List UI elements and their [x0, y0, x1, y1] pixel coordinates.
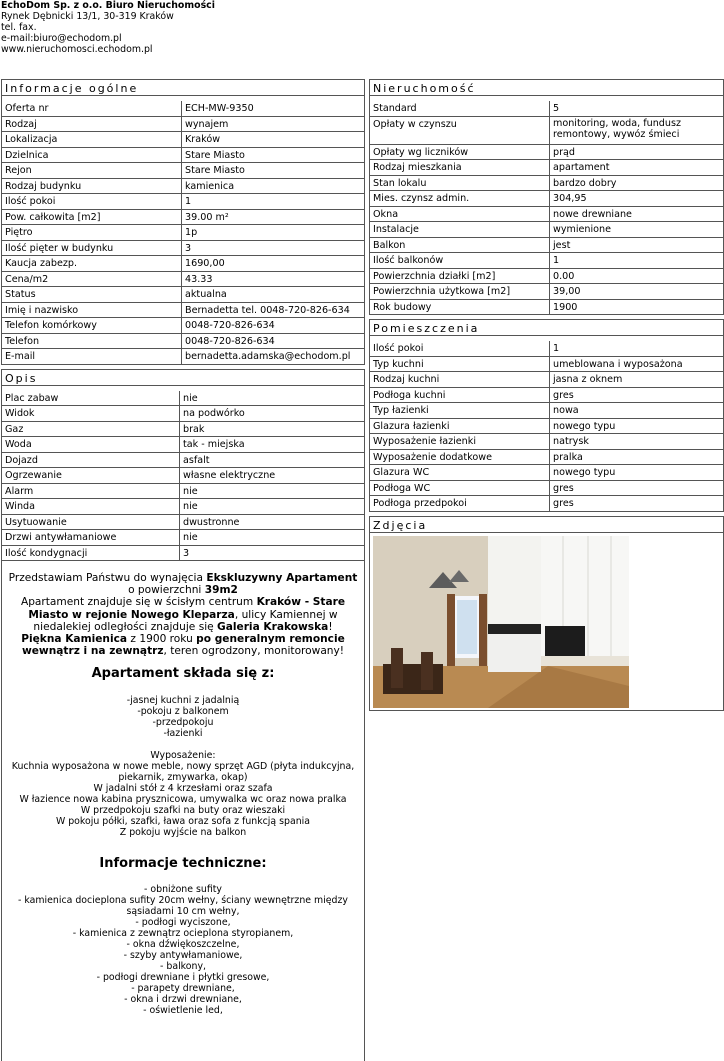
table-row	[2, 210, 364, 226]
row-value: Kraków	[182, 132, 364, 148]
table-row	[2, 468, 364, 484]
room-item: -łazienki	[163, 727, 203, 739]
table-row	[2, 453, 364, 469]
table-row	[2, 318, 364, 334]
equipment-item: Z pokoju wyjście na balkon	[119, 826, 247, 838]
row-value: 0.00	[550, 269, 723, 285]
equipment-title: Wyposażenie:	[150, 749, 216, 761]
row-label: Status	[2, 287, 182, 303]
row-value: pralka	[550, 450, 723, 466]
row-label: Powierzchnia działki [m2]	[370, 269, 550, 285]
row-value: prąd	[550, 145, 723, 161]
row-label: Winda	[2, 499, 180, 515]
row-label: Ilość kondygnacji	[2, 546, 180, 562]
row-label: Plac zabaw	[2, 391, 180, 407]
table-row	[370, 341, 723, 357]
row-value: nie	[180, 499, 364, 515]
table-row	[2, 530, 364, 546]
row-label: Dojazd	[2, 453, 180, 469]
row-label: Stan lokalu	[370, 176, 550, 192]
table-row	[370, 207, 723, 223]
row-value: 0048-720-826-634	[182, 334, 364, 350]
row-value: nowa	[550, 403, 723, 419]
room-item: -pokoju z balkonem	[137, 705, 229, 717]
table-row	[2, 391, 364, 407]
table-row	[2, 194, 364, 210]
agency-website: www.nieruchomosci.echodom.pl	[1, 44, 153, 55]
offer-description	[1, 561, 365, 1061]
table-row	[2, 256, 364, 272]
row-label: Typ łazienki	[370, 403, 550, 419]
table-row	[2, 303, 364, 319]
table-row	[370, 300, 723, 316]
row-label: Balkon	[370, 238, 550, 254]
row-label: Glazura łazienki	[370, 419, 550, 435]
row-value: ECH-MW-9350	[182, 101, 364, 117]
row-value: wynajem	[182, 117, 364, 133]
row-value: aktualna	[182, 287, 364, 303]
row-value: umeblowana i wyposażona	[550, 357, 723, 373]
table-row	[2, 179, 364, 195]
rooms-list	[6, 695, 360, 739]
row-value: monitoring, woda, fundusz remontowy, wywóz śmieci	[550, 117, 723, 145]
table-row	[2, 148, 364, 164]
table-row	[370, 434, 723, 450]
table-row	[370, 450, 723, 466]
table-row	[370, 238, 723, 254]
tech-item: - kamienica docieplona sufity 20cm wełny, ściany wewnętrzne między sąsiadami 10 cm wełny,	[18, 894, 348, 917]
left-column	[1, 79, 365, 1024]
table-row	[2, 241, 364, 257]
table-row	[2, 484, 364, 500]
agency-email: e-mail:biuro@echodom.pl	[1, 33, 122, 44]
table-row	[370, 269, 723, 285]
row-value: 1900	[550, 300, 723, 316]
tech-item: - podłogi wyciszone,	[135, 916, 231, 928]
row-label: Rodzaj mieszkania	[370, 160, 550, 176]
general-section-title: Informacje ogólne	[1, 79, 365, 96]
row-value: własne elektryczne	[180, 468, 364, 484]
table-row	[2, 406, 364, 422]
row-value: asfalt	[180, 453, 364, 469]
technical-list	[6, 884, 360, 1016]
row-label: Piętro	[2, 225, 182, 241]
row-value: 39,00	[550, 284, 723, 300]
table-row	[370, 253, 723, 269]
row-value: jasna z oknem	[550, 372, 723, 388]
table-row	[370, 284, 723, 300]
table-row	[2, 132, 364, 148]
row-value: gres	[550, 388, 723, 404]
row-value: natrysk	[550, 434, 723, 450]
agency-address: Rynek Dębnicki 13/1, 30-319 Kraków	[1, 11, 174, 22]
equipment-item: W jadalni stół z 4 krzesłami oraz szafa	[93, 782, 273, 794]
tech-item: - okna i drzwi drewniane,	[124, 993, 242, 1005]
table-row	[2, 437, 364, 453]
row-label: Ilość pokoi	[2, 194, 182, 210]
tech-item: - oświetlenie led,	[143, 1004, 223, 1016]
row-value: kamienica	[182, 179, 364, 195]
row-value: Stare Miasto	[182, 163, 364, 179]
row-value: nowe drewniane	[550, 207, 723, 223]
row-label: Rodzaj budynku	[2, 179, 182, 195]
table-row	[370, 117, 723, 145]
row-value: jest	[550, 238, 723, 254]
agency-phone: tel. fax.	[1, 22, 37, 33]
table-row	[2, 546, 364, 562]
table-row	[2, 422, 364, 438]
table-row	[370, 176, 723, 192]
row-label: Drzwi antywłamaniowe	[2, 530, 180, 546]
row-label: Alarm	[2, 484, 180, 500]
table-row	[2, 272, 364, 288]
row-label: Rodzaj kuchni	[370, 372, 550, 388]
row-value: tak - miejska	[180, 437, 364, 453]
row-label: Rejon	[2, 163, 182, 179]
row-label: Widok	[2, 406, 180, 422]
photo-gallery	[369, 533, 724, 711]
table-row	[2, 101, 364, 117]
opis-table	[1, 391, 365, 562]
row-label: Glazura WC	[370, 465, 550, 481]
row-value: Bernadetta tel. 0048-720-826-634	[182, 303, 364, 319]
row-label: Oferta nr	[2, 101, 182, 117]
equipment-item: W łazience nowa kabina prysznicowa, umywalka wc oraz nowa pralka	[19, 793, 347, 805]
row-value: 0048-720-826-634	[182, 318, 364, 334]
row-label: E-mail	[2, 349, 182, 365]
row-label: Powierzchnia użytkowa [m2]	[370, 284, 550, 300]
row-value: wymienione	[550, 222, 723, 238]
row-label: Standard	[370, 101, 550, 117]
apartment-heading: Apartament składa się z:	[91, 666, 275, 682]
table-row	[2, 163, 364, 179]
row-value: 3	[182, 241, 364, 257]
photos-section-title: Zdjęcia	[369, 516, 724, 533]
row-label: Okna	[370, 207, 550, 223]
row-label: Mies. czynsz admin.	[370, 191, 550, 207]
technical-heading: Informacje techniczne:	[99, 855, 267, 871]
row-value: 1	[550, 253, 723, 269]
row-value: 43.33	[182, 272, 364, 288]
tech-item: - balkony,	[160, 960, 206, 972]
table-row	[370, 101, 723, 117]
row-value: 304,95	[550, 191, 723, 207]
row-label: Gaz	[2, 422, 180, 438]
tech-item: - obniżone sufity	[144, 883, 222, 895]
row-label: Ilość pięter w budynku	[2, 241, 182, 257]
tech-item: - parapety drewniane,	[131, 982, 235, 994]
row-value: nowego typu	[550, 419, 723, 435]
row-label: Wyposażenie łazienki	[370, 434, 550, 450]
table-row	[370, 419, 723, 435]
table-row	[370, 496, 723, 512]
row-label: Kaucja zabezp.	[2, 256, 182, 272]
table-row	[2, 334, 364, 350]
equipment-list	[6, 750, 360, 838]
row-value: nie	[180, 484, 364, 500]
property-table	[369, 101, 724, 315]
agency-header	[1, 0, 215, 55]
row-value: 5	[550, 101, 723, 117]
table-row	[370, 372, 723, 388]
table-row	[2, 287, 364, 303]
table-row	[370, 145, 723, 161]
opis-section-title: Opis	[1, 369, 365, 386]
right-column	[369, 79, 724, 1024]
equipment-item: W przedpokoju szafki na buty oraz wieszaki	[80, 804, 286, 816]
table-row	[370, 160, 723, 176]
row-value: brak	[180, 422, 364, 438]
rooms-table	[369, 341, 724, 512]
table-row	[370, 191, 723, 207]
row-label: Ilość pokoi	[370, 341, 550, 357]
table-row	[370, 357, 723, 373]
row-label: Wyposażenie dodatkowe	[370, 450, 550, 466]
row-value: na podwórko	[180, 406, 364, 422]
row-value: nie	[180, 530, 364, 546]
table-row	[370, 388, 723, 404]
row-value: bardzo dobry	[550, 176, 723, 192]
table-row	[2, 499, 364, 515]
row-label: Opłaty wg liczników	[370, 145, 550, 161]
row-label: Opłaty w czynszu	[370, 117, 550, 145]
tech-item: - kamienica z zewnątrz ocieplona styropianem,	[72, 927, 294, 939]
tech-item: - okna dźwiękoszczelne,	[126, 938, 240, 950]
table-row	[2, 225, 364, 241]
row-value: bernadetta.adamska@echodom.pl	[182, 349, 364, 365]
intro-paragraph: Przedstawiam Państwu do wynajęcia Ekskluzywny Apartament o powierzchni 39m2 Apartament znajduje się w ścisłym centrum Kraków - Stare Miasto w rejonie Nowego Kleparza, ulicy Kamiennej w niedalekiej odległości znajduje się Galeria Krakowska! Piękna Kamienica z 1900 roku po generalnym remoncie wewnątrz i na zewnątrz, teren ogrodzony, monitorowany!	[8, 572, 358, 658]
row-value: 1	[182, 194, 364, 210]
tech-item: - szyby antywłamaniowe,	[123, 949, 243, 961]
row-label: Podłoga kuchni	[370, 388, 550, 404]
row-value: apartament	[550, 160, 723, 176]
row-value: 39.00 m²	[182, 210, 364, 226]
row-value: gres	[550, 496, 723, 512]
row-label: Podłoga WC	[370, 481, 550, 497]
row-value: dwustronne	[180, 515, 364, 531]
row-value: 1	[550, 341, 723, 357]
row-label: Instalacje	[370, 222, 550, 238]
row-label: Ilość balkonów	[370, 253, 550, 269]
row-label: Rodzaj	[2, 117, 182, 133]
equipment-item: Kuchnia wyposażona w nowe meble, nowy sprzęt AGD (płyta indukcyjna, piekarnik, zmywarka, okap)	[11, 760, 355, 783]
table-row	[2, 117, 364, 133]
row-label: Typ kuchni	[370, 357, 550, 373]
row-label: Imię i nazwisko	[2, 303, 182, 319]
table-row	[370, 465, 723, 481]
row-value: 3	[180, 546, 364, 562]
room-item: -jasnej kuchni z jadalnią	[126, 694, 240, 706]
room-item: -przedpokoju	[152, 716, 214, 728]
rooms-section-title: Pomieszczenia	[369, 319, 724, 336]
row-label: Cena/m2	[2, 272, 182, 288]
tech-item: - podłogi drewniane i płytki gresowe,	[96, 971, 270, 983]
row-value: nie	[180, 391, 364, 407]
apartment-photo[interactable]	[373, 536, 629, 708]
row-value: 1p	[182, 225, 364, 241]
row-label: Rok budowy	[370, 300, 550, 316]
row-value: nowego typu	[550, 465, 723, 481]
equipment-item: W pokoju półki, szafki, ława oraz sofa z funkcją spania	[55, 815, 311, 827]
row-label: Telefon komórkowy	[2, 318, 182, 334]
row-value: Stare Miasto	[182, 148, 364, 164]
general-table	[1, 101, 365, 365]
row-value: 1690,00	[182, 256, 364, 272]
row-label: Lokalizacja	[2, 132, 182, 148]
row-label: Dzielnica	[2, 148, 182, 164]
row-label: Podłoga przedpokoi	[370, 496, 550, 512]
table-row	[370, 222, 723, 238]
table-row	[370, 481, 723, 497]
row-label: Usytuowanie	[2, 515, 180, 531]
row-label: Pow. całkowita [m2]	[2, 210, 182, 226]
table-row	[370, 403, 723, 419]
agency-name: EchoDom Sp. z o.o. Biuro Nieruchomości	[1, 0, 215, 11]
row-label: Telefon	[2, 334, 182, 350]
table-row	[2, 515, 364, 531]
row-label: Woda	[2, 437, 180, 453]
property-section-title: Nieruchomość	[369, 79, 724, 96]
table-row	[2, 349, 364, 365]
row-label: Ogrzewanie	[2, 468, 180, 484]
row-value: gres	[550, 481, 723, 497]
